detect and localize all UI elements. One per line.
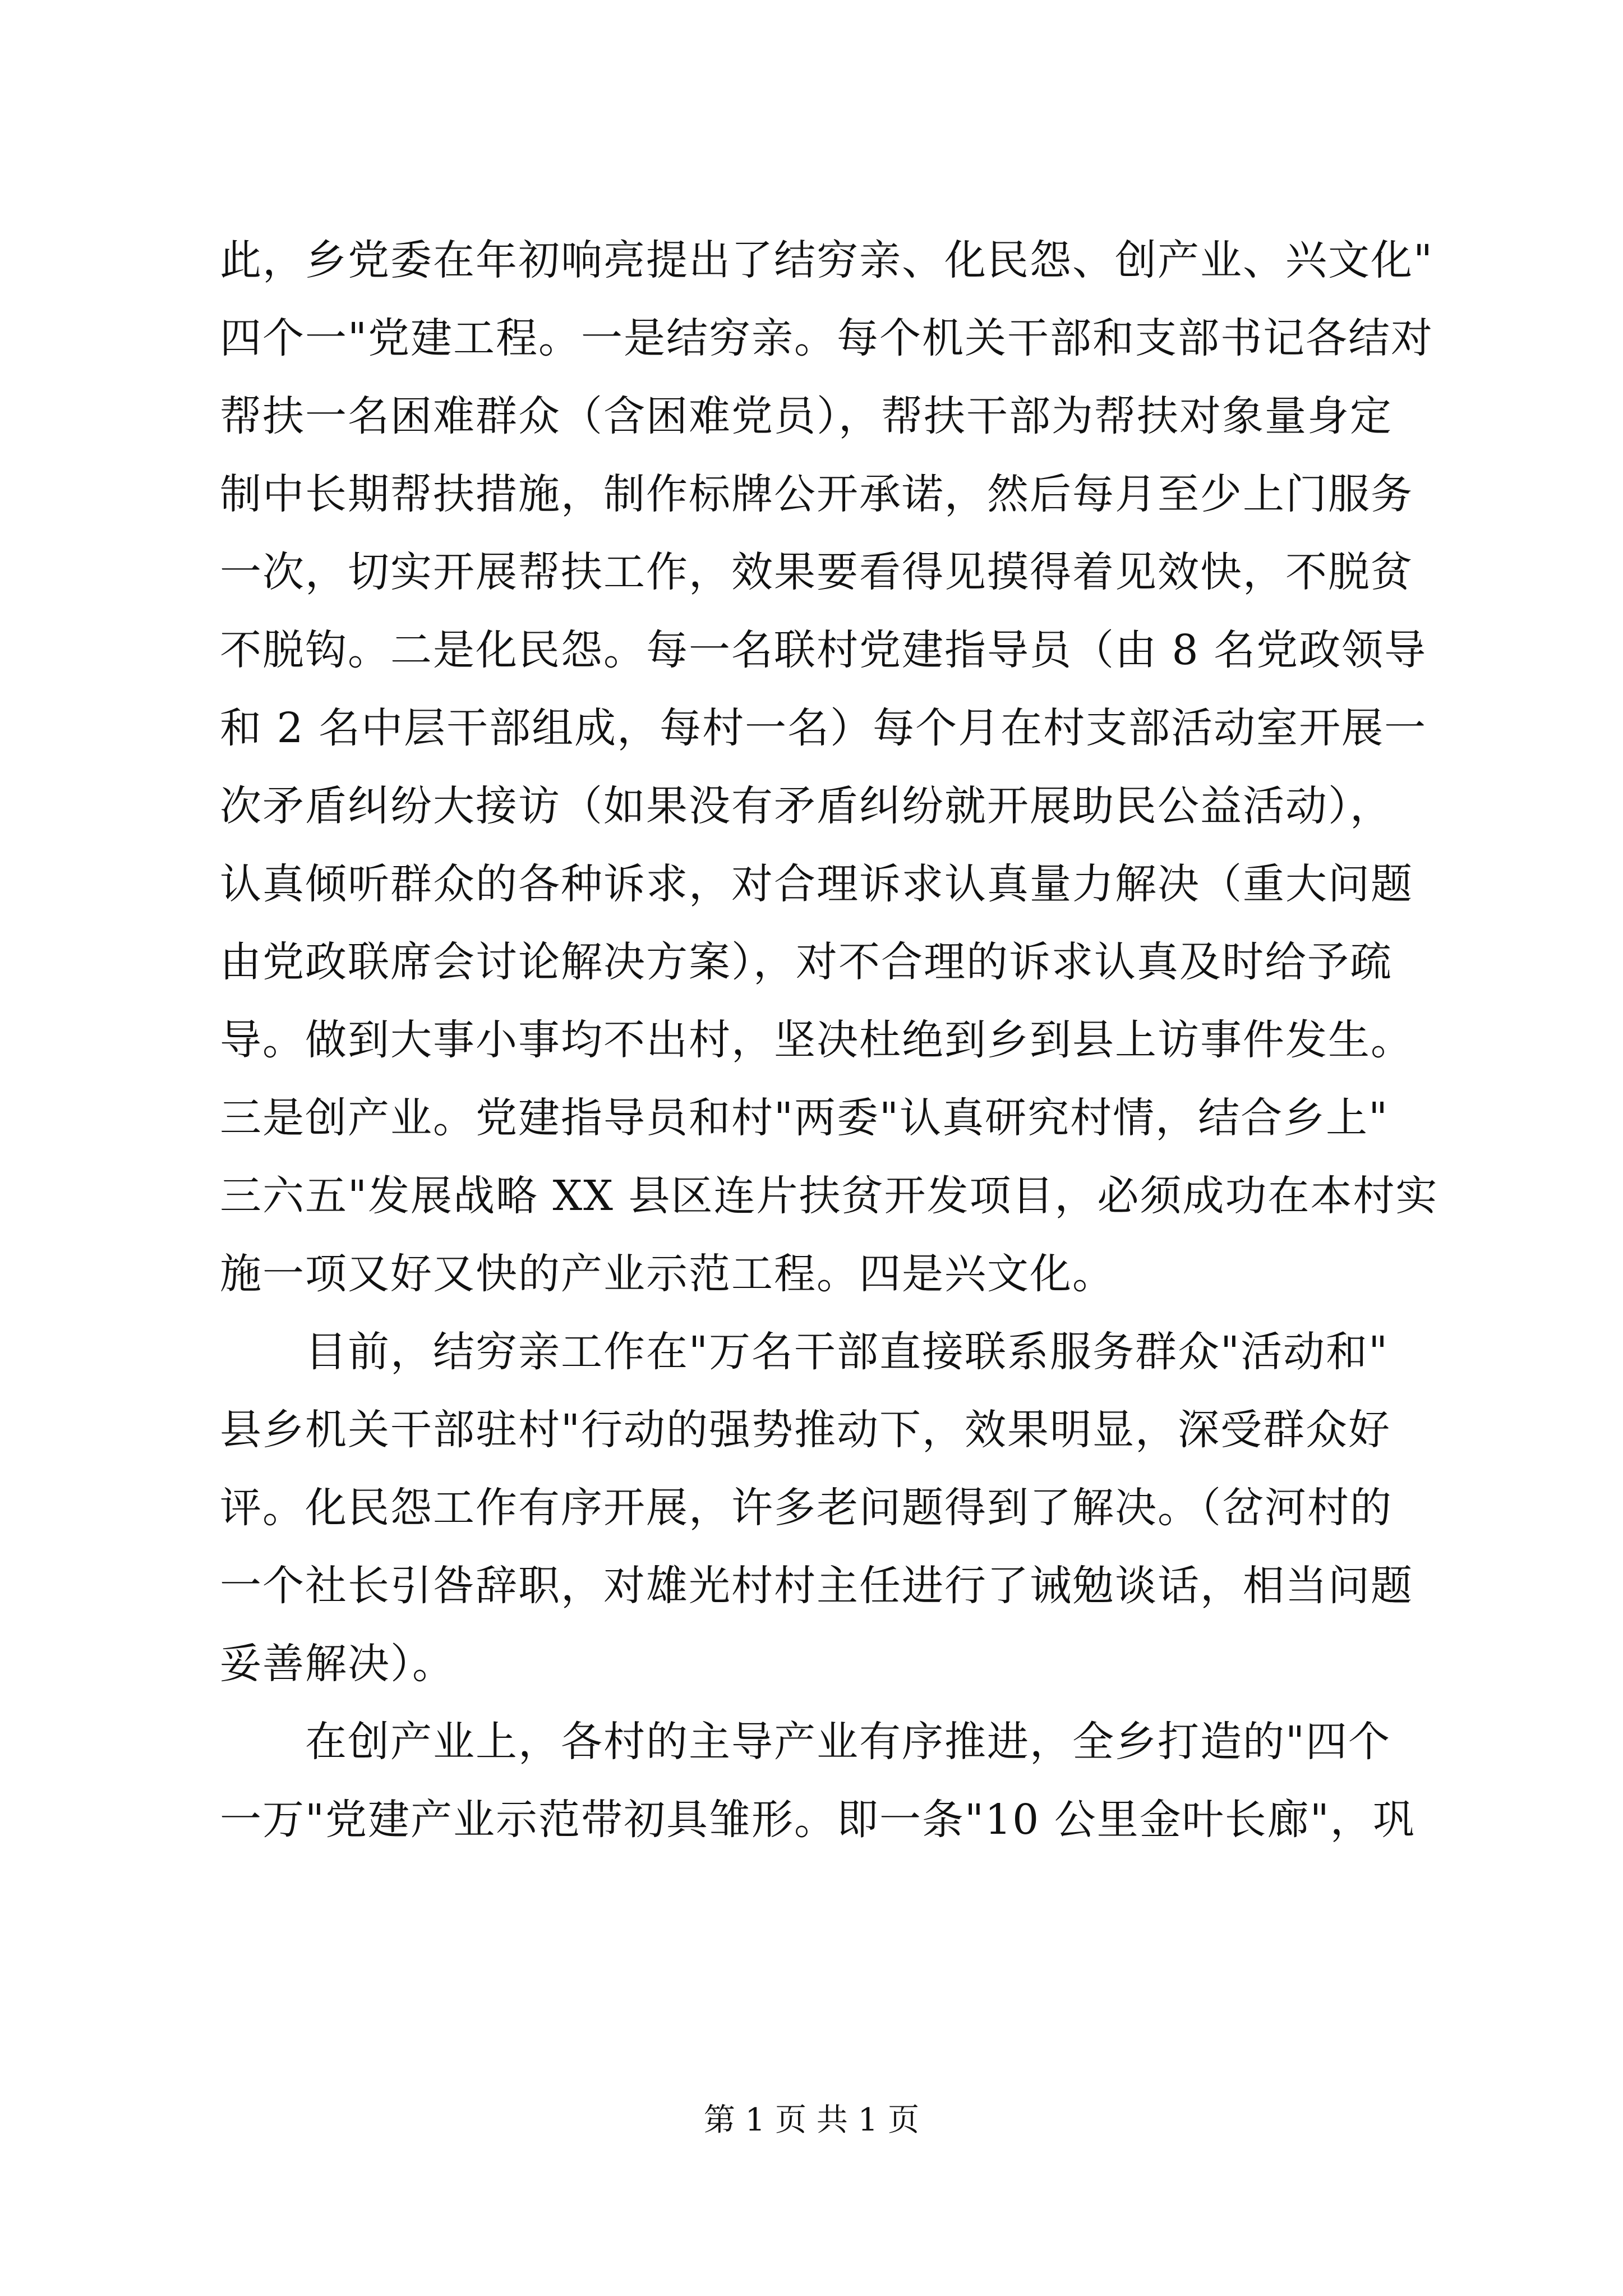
text-line: 不脱钩。二是化民怨。每一名联村党建指导员（由 8 名党政领导 bbox=[220, 626, 1427, 674]
text-line: 由党政联席会讨论解决方案），对不合理的诉求认真及时给予疏 bbox=[220, 938, 1393, 986]
paragraph-start-line: 目前，结穷亲工作在"万名干部直接联系服务群众"活动和" bbox=[220, 1328, 1389, 1376]
document-body bbox=[220, 222, 1438, 1859]
text-line: 帮扶一名困难群众（含困难党员），帮扶干部为帮扶对象量身定 bbox=[220, 392, 1393, 440]
text-line: 一次，切实开展帮扶工作，效果要看得见摸得着见效快，不脱贫 bbox=[220, 548, 1413, 596]
text-line: 县乡机关干部驻村"行动的强势推动下，效果明显，深受群众好 bbox=[220, 1406, 1391, 1454]
text-line: 妥善解决）。 bbox=[220, 1640, 455, 1688]
text-line: 评。化民怨工作有序开展，许多老问题得到了解决。（岔河村的 bbox=[220, 1484, 1393, 1532]
text-line: 次矛盾纠纷大接访（如果没有矛盾纠纷就开展助民公益活动）， bbox=[220, 782, 1393, 830]
text-line: 施一项又好又快的产业示范工程。四是兴文化。 bbox=[220, 1250, 1115, 1298]
text-line: 一个社长引咎辞职，对雄光村村主任进行了诫勉谈话，相当问题 bbox=[220, 1562, 1413, 1610]
text-line: 四个一"党建工程。一是结穷亲。每个机关干部和支部书记各结对 bbox=[220, 314, 1434, 362]
text-line: 一万"党建产业示范带初具雏形。即一条"10 公里金叶长廊"，巩 bbox=[220, 1796, 1415, 1844]
text-line: 导。做到大事小事均不出村，坚决杜绝到乡到县上访事件发生。 bbox=[220, 1016, 1413, 1064]
text-line: 三六五"发展战略 XX 县区连片扶贫开发项目，必须成功在本村实 bbox=[220, 1172, 1438, 1220]
text-line: 认真倾听群众的各种诉求，对合理诉求认真量力解决（重大问题 bbox=[220, 860, 1413, 908]
text-line: 制中长期帮扶措施，制作标牌公开承诺，然后每月至少上门服务 bbox=[220, 470, 1413, 518]
paragraph-start-line: 在创产业上，各村的主导产业有序推进，全乡打造的"四个 bbox=[220, 1718, 1391, 1766]
page-footer: 第 1 页 共 1 页 bbox=[703, 2102, 920, 2138]
text-line: 此，乡党委在年初响亮提出了结穷亲、化民怨、创产业、兴文化" bbox=[220, 236, 1434, 284]
text-line: 三是创产业。党建指导员和村"两委"认真研究村情，结合乡上" bbox=[220, 1094, 1389, 1142]
text-line: 和 2 名中层干部组成，每村一名）每个月在村支部活动室开展一 bbox=[220, 704, 1427, 752]
